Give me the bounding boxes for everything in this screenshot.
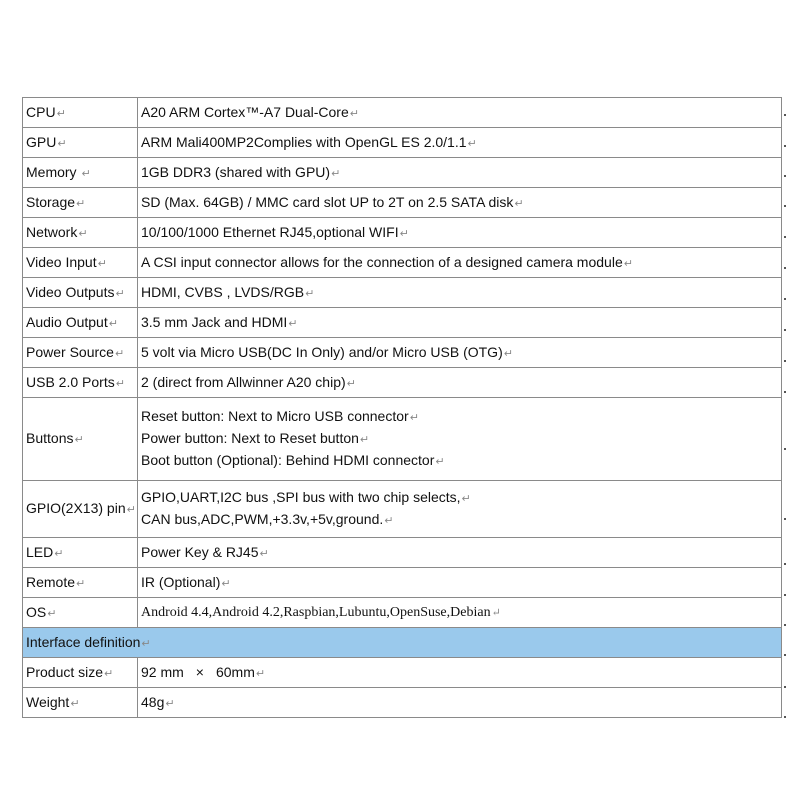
paragraph-mark-icon: ↵ (126, 504, 136, 516)
paragraph-mark-icon: ↵ (56, 107, 66, 120)
table-row (23, 538, 782, 568)
spec-value: 92 mm × 60mm↵ (138, 658, 782, 688)
table-row (23, 308, 782, 338)
paragraph-mark-icon: ↵ (114, 347, 125, 360)
paragraph-mark-icon: ↵ (97, 257, 107, 270)
times-symbol: × (195, 663, 204, 680)
table-row (23, 188, 782, 218)
table-row (23, 248, 782, 278)
spec-value: 10/100/1000 Ethernet RJ45,optional WIFI↵ (138, 218, 782, 248)
end-of-row-mark (784, 391, 786, 393)
end-of-row-mark (784, 563, 786, 565)
spec-value: 3.5 mm Jack and HDMI↵ (138, 308, 782, 338)
spec-value: Android 4.4,Android 4.2,Raspbian,Lubuntu,OpenSuse,Debian↵ (138, 598, 782, 628)
table-row (23, 338, 782, 368)
paragraph-mark-icon: ↵ (165, 697, 175, 710)
end-of-row-mark (784, 716, 786, 718)
spec-value: ARM Mali400MP2Complies with OpenGL ES 2.0/1.1↵ (138, 128, 782, 158)
spec-label: Storage↵ (23, 188, 138, 218)
end-of-row-mark (784, 329, 786, 331)
spec-value: HDMI, CVBS , LVDS/RGB↵ (138, 278, 782, 308)
spec-label: Video Input↵ (23, 248, 138, 278)
paragraph-mark-icon: ↵ (108, 317, 118, 330)
spec-value: Power Key & RJ45↵ (138, 538, 782, 568)
end-of-row-mark (784, 267, 786, 269)
paragraph-mark-icon: ↵ (359, 434, 370, 446)
spec-value: 5 volt via Micro USB(DC In Only) and/or Micro USB (OTG)↵ (138, 338, 782, 368)
spec-value (138, 398, 782, 481)
spec-value-line: Boot button (Optional): Behind HDMI connector↵ (141, 452, 445, 468)
end-of-row-mark (784, 448, 786, 450)
end-of-row-mark (784, 205, 786, 207)
spec-label: Remote↵ (23, 568, 138, 598)
table-row (23, 158, 782, 188)
table-row (23, 568, 782, 598)
spec-value-line: Reset button: Next to Micro USB connector↵ (141, 408, 419, 424)
table-row (23, 128, 782, 158)
spec-value: A20 ARM Cortex™-A7 Dual-Core↵ (138, 98, 782, 128)
end-of-row-mark (784, 594, 786, 596)
paragraph-mark-icon: ↵ (47, 607, 57, 620)
spec-value-line: CAN bus,ADC,PWM,+3.3v,+5v,ground.↵ (141, 511, 394, 527)
end-of-row-mark (784, 624, 786, 626)
paragraph-mark-icon: ↵ (221, 577, 231, 590)
table-row (23, 688, 782, 718)
spec-value: A CSI input connector allows for the connection of a designed camera module↵ (138, 248, 782, 278)
spec-value: 48g↵ (138, 688, 782, 718)
spec-value: 1GB DDR3 (shared with GPU)↵ (138, 158, 782, 188)
end-of-row-mark (784, 686, 786, 688)
paragraph-mark-icon: ↵ (78, 227, 88, 240)
paragraph-mark-icon: ↵ (141, 637, 151, 650)
spec-label: Network↵ (23, 218, 138, 248)
spec-label: Memory ↵ (23, 158, 138, 188)
end-of-row-mark (784, 114, 786, 116)
spec-label: Weight↵ (23, 688, 138, 718)
paragraph-mark-icon: ↵ (491, 606, 501, 619)
spec-label: Audio Output↵ (23, 308, 138, 338)
paragraph-mark-icon: ↵ (461, 493, 471, 505)
paragraph-mark-icon: ↵ (399, 227, 409, 240)
spec-label: Video Outputs↵ (23, 278, 138, 308)
table-row (23, 368, 782, 398)
spec-value-line: GPIO,UART,I2C bus ,SPI bus with two chip selects,↵ (141, 489, 471, 505)
paragraph-mark-icon: ↵ (503, 347, 513, 360)
end-of-row-mark (784, 360, 786, 362)
spec-value: IR (Optional)↵ (138, 568, 782, 598)
spec-table (22, 97, 782, 718)
paragraph-mark-icon: ↵ (349, 107, 359, 120)
spec-value-line: Power button: Next to Reset button↵ (141, 430, 370, 446)
paragraph-mark-icon: ↵ (115, 287, 125, 300)
table-row (23, 598, 782, 628)
section-header-row (23, 628, 782, 658)
paragraph-mark-icon: ↵ (57, 137, 67, 150)
paragraph-mark-icon: ↵ (104, 667, 114, 680)
paragraph-mark-icon: ↵ (305, 287, 315, 300)
spec-label: Product size↵ (23, 658, 138, 688)
paragraph-mark-icon: ↵ (81, 167, 91, 180)
spec-label: Buttons↵ (23, 398, 138, 481)
spec-label: CPU↵ (23, 98, 138, 128)
spec-value: 2 (direct from Allwinner A20 chip)↵ (138, 368, 782, 398)
paragraph-mark-icon: ↵ (259, 547, 269, 560)
spec-label: USB 2.0 Ports↵ (23, 368, 138, 398)
paragraph-mark-icon: ↵ (54, 547, 64, 560)
paragraph-mark-icon: ↵ (115, 377, 125, 390)
spec-label: LED↵ (23, 538, 138, 568)
end-of-row-mark (784, 236, 786, 238)
table-row (23, 398, 782, 481)
paragraph-mark-icon: ↵ (346, 377, 356, 390)
spec-label: GPU↵ (23, 128, 138, 158)
paragraph-mark-icon: ↵ (76, 577, 86, 590)
spec-value: SD (Max. 64GB) / MMC card slot UP to 2T on 2.5 SATA disk↵ (138, 188, 782, 218)
spec-value (138, 481, 782, 538)
paragraph-mark-icon: ↵ (384, 515, 394, 527)
paragraph-mark-icon: ↵ (467, 137, 477, 150)
spec-label: GPIO(2X13) pin↵ (23, 481, 138, 538)
table-row (23, 218, 782, 248)
paragraph-mark-icon: ↵ (623, 257, 633, 270)
paragraph-mark-icon: ↵ (74, 434, 84, 446)
paragraph-mark-icon: ↵ (409, 412, 419, 424)
spec-label: Power Source↵ (23, 338, 138, 368)
paragraph-mark-icon: ↵ (70, 697, 80, 710)
paragraph-mark-icon: ↵ (435, 456, 445, 468)
paragraph-mark-icon: ↵ (514, 197, 524, 210)
paragraph-mark-icon: ↵ (331, 167, 341, 180)
paragraph-mark-icon: ↵ (288, 317, 298, 330)
end-of-row-mark (784, 145, 786, 147)
end-of-row-mark (784, 175, 786, 177)
table-row (23, 98, 782, 128)
end-of-row-mark (784, 654, 786, 656)
section-header: Interface definition↵ (23, 628, 782, 658)
table-row (23, 278, 782, 308)
end-of-row-mark (784, 518, 786, 520)
table-row (23, 658, 782, 688)
end-of-row-mark (784, 298, 786, 300)
table-row (23, 481, 782, 538)
paragraph-mark-icon: ↵ (255, 667, 266, 680)
paragraph-mark-icon: ↵ (76, 197, 86, 210)
spec-label: OS↵ (23, 598, 138, 628)
